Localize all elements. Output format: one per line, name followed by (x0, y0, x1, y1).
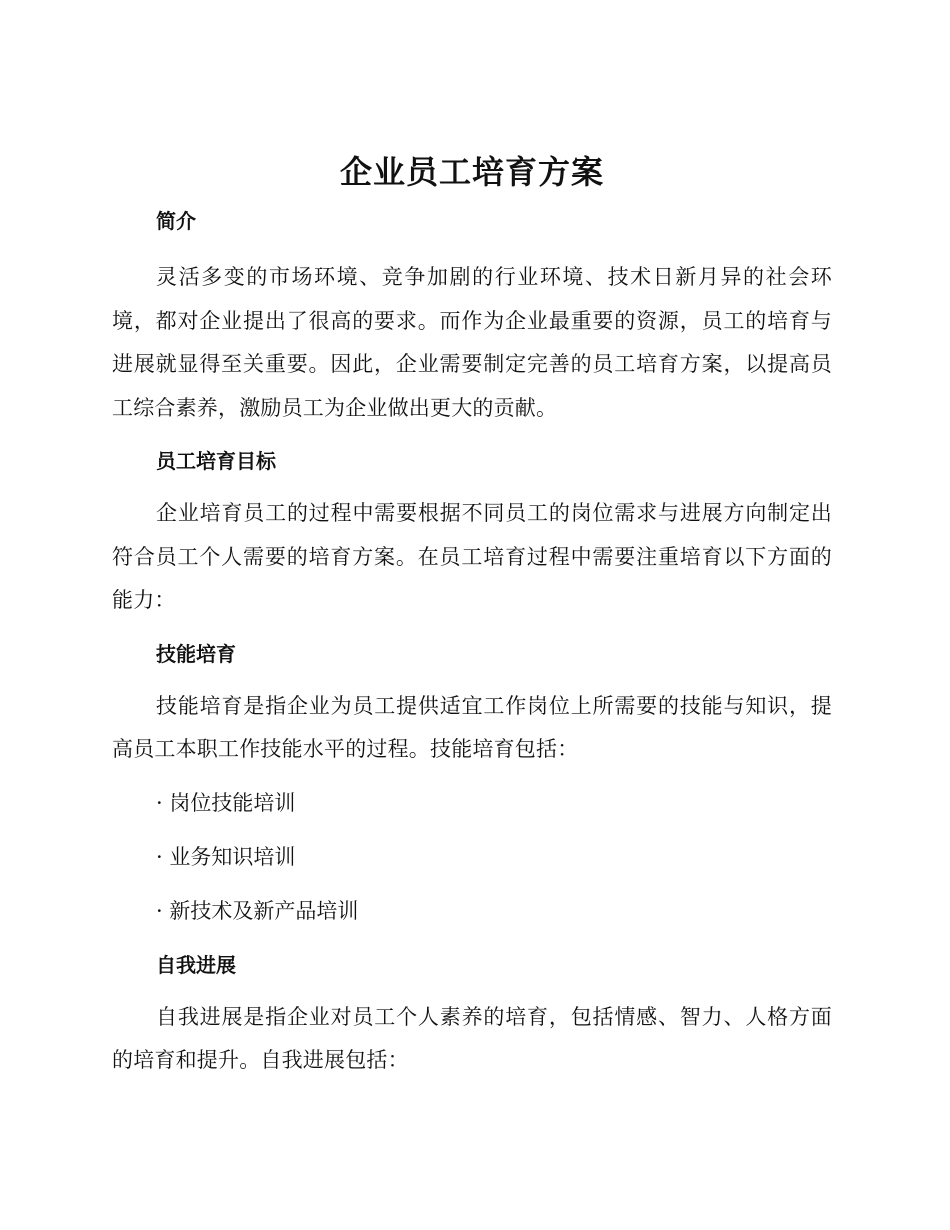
self-dev-paragraph: 自我进展是指企业对员工个人素养的培育，包括情感、智力、人格方面的培育和提升。自我进展包括： (112, 1004, 832, 1072)
document-title: 企业员工培育方案 (339, 153, 604, 191)
section-heading-goals: 员工培育目标 (156, 449, 276, 473)
section-heading-intro: 简介 (156, 209, 196, 233)
skills-bullet: · 岗位技能培训 (156, 790, 296, 815)
intro-paragraph: 灵活多变的市场环境、竞争加剧的行业环境、技术日新月异的社会环境，都对企业提出了很高的要求。而作为企业最重要的资源，员工的培育与进展就显得至关重要。因此，企业需要制定完善的员工培育方案，以提高员工综合素养，激励员工为企业做出更大的贡献。 (112, 265, 832, 420)
skills-bullet: · 新技术及新产品培训 (156, 898, 359, 923)
document-page (112, 146, 832, 1083)
goals-paragraph: 企业培育员工的过程中需要根据不同员工的岗位需求与进展方向制定出符合员工个人需要的培育方案。在员工培育过程中需要注重培育以下方面的能力： (112, 501, 832, 612)
section-heading-skills: 技能培育 (156, 641, 236, 666)
skills-paragraph: 技能培育是指企业为员工提供适宜工作岗位上所需要的技能与知识，提高员工本职工作技能水平的过程。技能培育包括： (112, 693, 832, 761)
skills-bullet: · 业务知识培训 (156, 844, 296, 869)
section-heading-self-dev: 自我进展 (156, 952, 236, 977)
